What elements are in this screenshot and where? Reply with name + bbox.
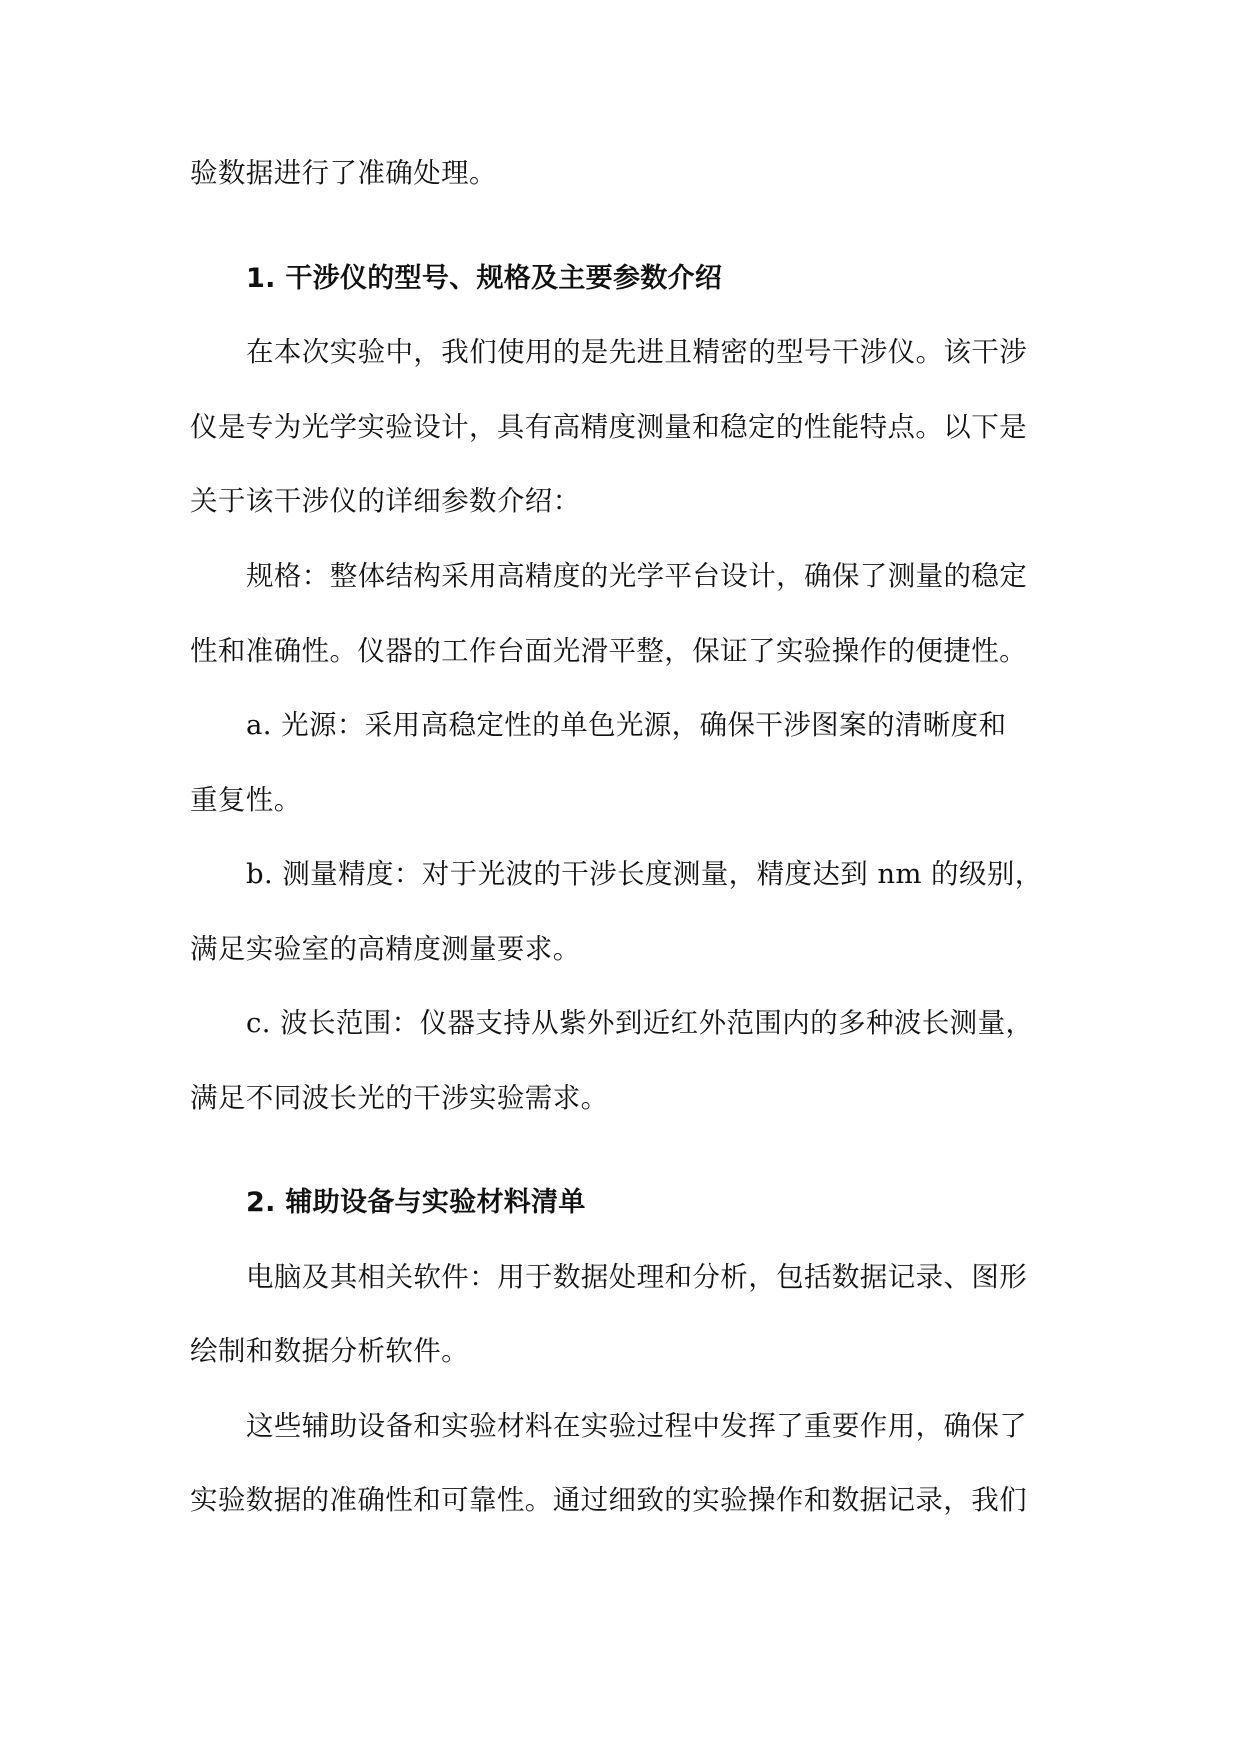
list-item-line: 满足不同波长光的干涉实验需求。 xyxy=(190,1082,609,1114)
paragraph-line: 性和准确性。仪器的工作台面光滑平整，保证了实验操作的便捷性。 xyxy=(190,635,1027,667)
list-item-line: a. 光源：采用高稳定性的单色光源，确保干涉图案的清晰度和 xyxy=(246,709,1007,741)
paragraph-line: 验数据进行了准确处理。 xyxy=(190,157,497,189)
list-item-line: b. 测量精度：对于光波的干涉长度测量，精度达到 nm 的级别， xyxy=(246,858,1043,890)
list-item-line: c. 波长范围：仪器支持从紫外到近红外范围内的多种波长测量， xyxy=(246,1007,1034,1039)
section-heading: 1. 干涉仪的型号、规格及主要参数介绍 xyxy=(246,263,723,294)
paragraph-line: 绘制和数据分析软件。 xyxy=(190,1335,469,1367)
list-item-line: 重复性。 xyxy=(190,784,302,816)
paragraph-line: 关于该干涉仪的详细参数介绍： xyxy=(190,485,581,517)
paragraph-line: 电脑及其相关软件：用于数据处理和分析，包括数据记录、图形 xyxy=(246,1261,1028,1293)
paragraph-line: 规格：整体结构采用高精度的光学平台设计，确保了测量的稳定 xyxy=(246,560,1028,592)
paragraph-line: 这些辅助设备和实验材料在实验过程中发挥了重要作用，确保了 xyxy=(246,1410,1028,1442)
paragraph-line: 在本次实验中，我们使用的是先进且精密的型号干涉仪。该干涉 xyxy=(246,336,1028,368)
list-item-line: 满足实验室的高精度测量要求。 xyxy=(190,933,581,965)
section-heading: 2. 辅助设备与实验材料清单 xyxy=(246,1187,586,1218)
paragraph-line: 仪是专为光学实验设计，具有高精度测量和稳定的性能特点。以下是 xyxy=(190,411,1027,443)
paragraph-line: 实验数据的准确性和可靠性。通过细致的实验操作和数据记录，我们 xyxy=(190,1484,1027,1516)
